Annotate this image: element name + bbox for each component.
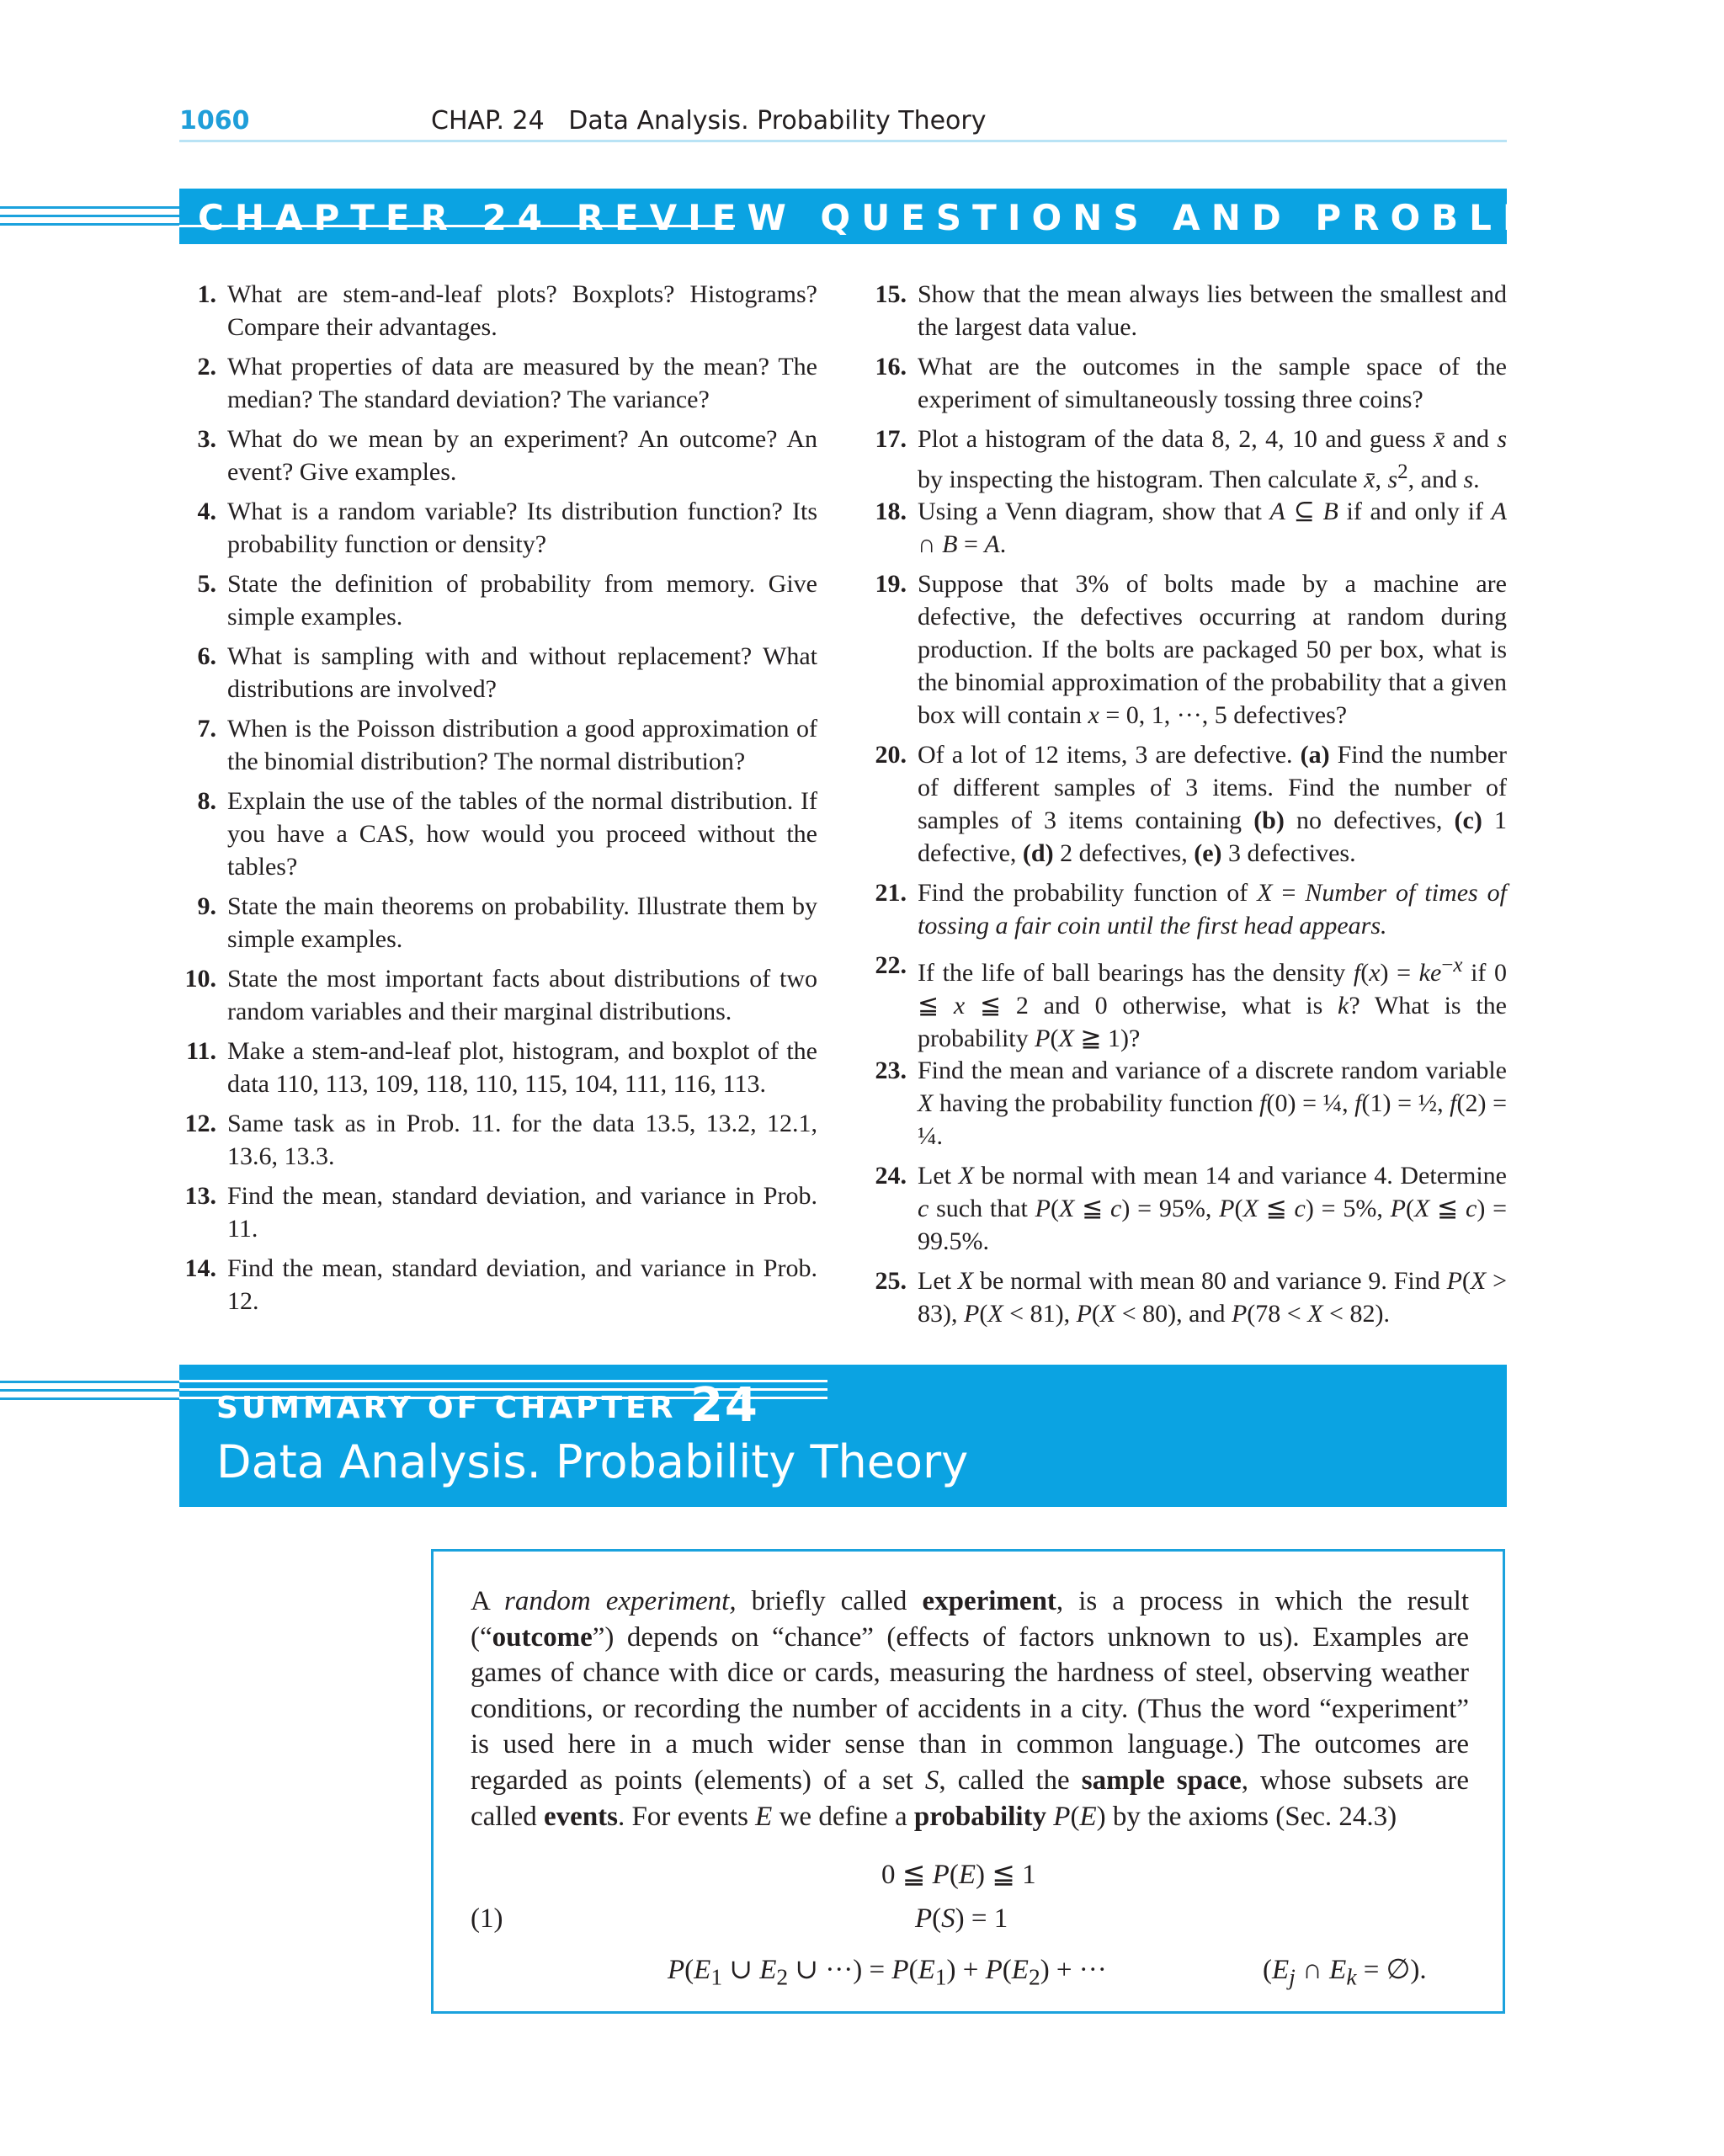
question-text: What is sampling with and without replacement? What distributions are involved? bbox=[227, 642, 817, 703]
question-number: 9. bbox=[197, 892, 216, 920]
equation-line-3: $P(E_1$ ∪ $E_2$ ∪ ···) = $P(E_1) + P(E_2)$ + ··· bbox=[668, 1955, 1107, 1990]
question-number: 21. bbox=[875, 879, 907, 907]
question-item bbox=[179, 1107, 817, 1179]
question-item bbox=[179, 785, 817, 890]
question-number: 19. bbox=[875, 570, 907, 598]
question-item bbox=[179, 1252, 817, 1324]
banner-stripe bbox=[0, 1389, 179, 1392]
equation-condition: ($E_j$ ∩ $E_k$ = ∅). bbox=[1263, 1955, 1427, 1990]
question-text: State the most important facts about distributions of two random variables and their marginal distributions. bbox=[227, 965, 817, 1025]
summary-banner bbox=[179, 1365, 1507, 1507]
question-text: Find the mean, standard deviation, and variance in Prob. 11. bbox=[227, 1182, 817, 1243]
question-item bbox=[179, 712, 817, 785]
question-text: What are stem-and-leaf plots? Boxplots? Histograms? Compare their advantages. bbox=[227, 280, 817, 341]
question-item bbox=[179, 350, 817, 423]
question-number: 3. bbox=[197, 425, 216, 453]
question-item bbox=[870, 495, 1507, 567]
question-text: Let X be normal with mean 14 and variance 4. Determine c such that P(X ≦ c) = 95%, P(X ≦ c) = 5%, P(X ≦ c) = 99.5%. bbox=[918, 1162, 1508, 1255]
running-head: CHAP. 24 Data Analysis. Probability Theory bbox=[431, 106, 987, 136]
question-number: 1. bbox=[197, 280, 216, 308]
question-number: 22. bbox=[875, 951, 907, 979]
question-number: 25. bbox=[875, 1267, 907, 1295]
question-item bbox=[179, 567, 817, 640]
question-text: Plot a histogram of the data 8, 2, 4, 10 and guess x̄ and s by inspecting the histogram. Then calculate x̄, $s^2$, and s. bbox=[918, 425, 1507, 493]
question-item bbox=[179, 1035, 817, 1107]
question-text: Find the probability function of X = Number of times of tossing a fair coin until the first head appears. bbox=[918, 879, 1508, 940]
page-number: 1060 bbox=[179, 106, 250, 136]
question-text: Find the mean and variance of a discrete random variable X having the probability function f(0) = ¼, f(1) = ½, f(2) = ¼. bbox=[918, 1057, 1507, 1150]
question-item bbox=[870, 876, 1507, 949]
question-item bbox=[179, 962, 817, 1035]
question-number: 5. bbox=[197, 570, 216, 598]
question-text: What is a random variable? Its distribution function? Its probability function or density? bbox=[227, 498, 817, 558]
equation-line-1: 0 ≦ P(E) ≦ 1 bbox=[881, 1860, 1036, 1890]
question-item bbox=[179, 1179, 817, 1252]
question-text: Of a lot of 12 items, 3 are defective. (a) Find the number of different samples of 3 items. Find the number of samples of 3 items containing (b) no defectives, (c) 1 defective, (d) 2 defectives, (e) 3 defectives. bbox=[918, 741, 1508, 867]
question-number: 20. bbox=[875, 741, 907, 769]
header-rule bbox=[179, 140, 1507, 142]
review-title: CHAPTER 24 REVIEW QUESTIONS AND PROBLEMS bbox=[198, 197, 1620, 238]
question-number: 6. bbox=[197, 642, 216, 670]
question-text: State the main theorems on probability. Illustrate them by simple examples. bbox=[227, 892, 817, 953]
question-number: 23. bbox=[875, 1057, 907, 1084]
question-text: Show that the mean always lies between the smallest and the largest data value. bbox=[918, 280, 1507, 341]
question-text: State the definition of probability from memory. Give simple examples. bbox=[227, 570, 817, 631]
question-number: 4. bbox=[197, 498, 216, 525]
summary-chapter-number: 24 bbox=[689, 1378, 759, 1433]
equation-label: (1) bbox=[471, 1903, 503, 1934]
question-item bbox=[870, 738, 1507, 876]
question-number: 13. bbox=[184, 1182, 216, 1210]
question-text: What are the outcomes in the sample space of the experiment of simultaneously tossing three coins? bbox=[918, 353, 1507, 413]
question-text: What do we mean by an experiment? An outcome? An event? Give examples. bbox=[227, 425, 817, 486]
summary-box bbox=[431, 1549, 1505, 2014]
question-text: Find the mean, standard deviation, and variance in Prob. 12. bbox=[227, 1254, 817, 1315]
question-item bbox=[870, 1159, 1507, 1264]
questions-right-column bbox=[870, 278, 1507, 1337]
question-item bbox=[870, 1264, 1507, 1337]
question-number: 16. bbox=[875, 353, 907, 381]
question-text: Same task as in Prob. 11. for the data 13.5, 13.2, 12.1, 13.6, 13.3. bbox=[227, 1110, 817, 1170]
banner-stripe bbox=[0, 1397, 179, 1400]
questions-left-column bbox=[179, 278, 817, 1324]
question-item bbox=[179, 423, 817, 495]
question-number: 24. bbox=[875, 1162, 907, 1190]
question-text: Let X be normal with mean 80 and variance 9. Find P(X > 83), P(X < 81), P(X < 80), and P(78 < X < 82). bbox=[918, 1267, 1508, 1328]
question-item bbox=[870, 949, 1507, 1054]
question-text: Explain the use of the tables of the normal distribution. If you have a CAS, how would you proceed without the tables? bbox=[227, 787, 817, 881]
summary-kicker bbox=[216, 1378, 759, 1433]
review-banner bbox=[179, 189, 1620, 244]
banner-stripe bbox=[0, 215, 179, 217]
summary-paragraph: A random experiment, briefly called experiment, is a process in which the result (“outcome”) depends on “chance” (effects of factors unknown to us). Examples are games of chance with dice or cards, measuring the hardness of steel, observing weather conditions, or recording the number of accidents in a city. (Thus the word “experiment” is used here in a much wider sense than in common language.) The outcomes are regarded as points (elements) of a set S, called the sample space, whose subsets are called events. For events E we define a probability P(E) by the axioms (Sec. 24.3) bbox=[471, 1586, 1470, 1832]
question-text: Make a stem-and-leaf plot, histogram, and boxplot of the data 110, 113, 109, 118, 110, 115, 104, 111, 116, 113. bbox=[227, 1037, 817, 1098]
question-text: What properties of data are measured by the mean? The median? The standard deviation? The variance? bbox=[227, 353, 817, 413]
banner-stripe bbox=[0, 223, 179, 226]
question-number: 14. bbox=[184, 1254, 216, 1282]
question-text: Suppose that 3% of bolts made by a machine are defective, the defectives occurring at random during production. If the bolts are packaged 50 per box, what is the binomial approximation of the probability that a given box will contain x = 0, 1, ···, 5 defectives? bbox=[918, 570, 1507, 729]
question-item bbox=[179, 495, 817, 567]
question-item bbox=[870, 350, 1507, 423]
question-item bbox=[179, 640, 817, 712]
question-item bbox=[870, 567, 1507, 738]
question-number: 8. bbox=[197, 787, 216, 815]
question-item bbox=[179, 890, 817, 962]
question-number: 11. bbox=[186, 1037, 216, 1065]
question-number: 2. bbox=[197, 353, 216, 381]
question-text: If the life of ball bearings has the density $f(x) = ke^{-x}$ if 0 ≦ x ≦ 2 and 0 otherwise, what is k? What is the probability P(X ≧ 1)? bbox=[918, 954, 1508, 1052]
banner-stripe bbox=[0, 206, 179, 209]
question-item bbox=[870, 1054, 1507, 1159]
question-item bbox=[179, 278, 817, 350]
question-item bbox=[870, 423, 1507, 495]
equation-line-2: P(S) = 1 bbox=[915, 1903, 1008, 1934]
question-text: Using a Venn diagram, show that A ⊆ B if and only if A ∩ B = A. bbox=[918, 498, 1507, 558]
question-number: 7. bbox=[197, 715, 216, 743]
question-number: 12. bbox=[184, 1110, 216, 1137]
question-number: 17. bbox=[875, 425, 907, 453]
question-number: 18. bbox=[875, 498, 907, 525]
question-text: When is the Poisson distribution a good approximation of the binomial distribution? The normal distribution? bbox=[227, 715, 817, 775]
summary-kicker-text: SUMMARY OF CHAPTER bbox=[216, 1391, 677, 1425]
banner-stripe bbox=[0, 1381, 179, 1383]
question-number: 10. bbox=[184, 965, 216, 993]
summary-title: Data Analysis. Probability Theory bbox=[216, 1435, 969, 1488]
question-number: 15. bbox=[875, 280, 907, 308]
question-item bbox=[870, 278, 1507, 350]
